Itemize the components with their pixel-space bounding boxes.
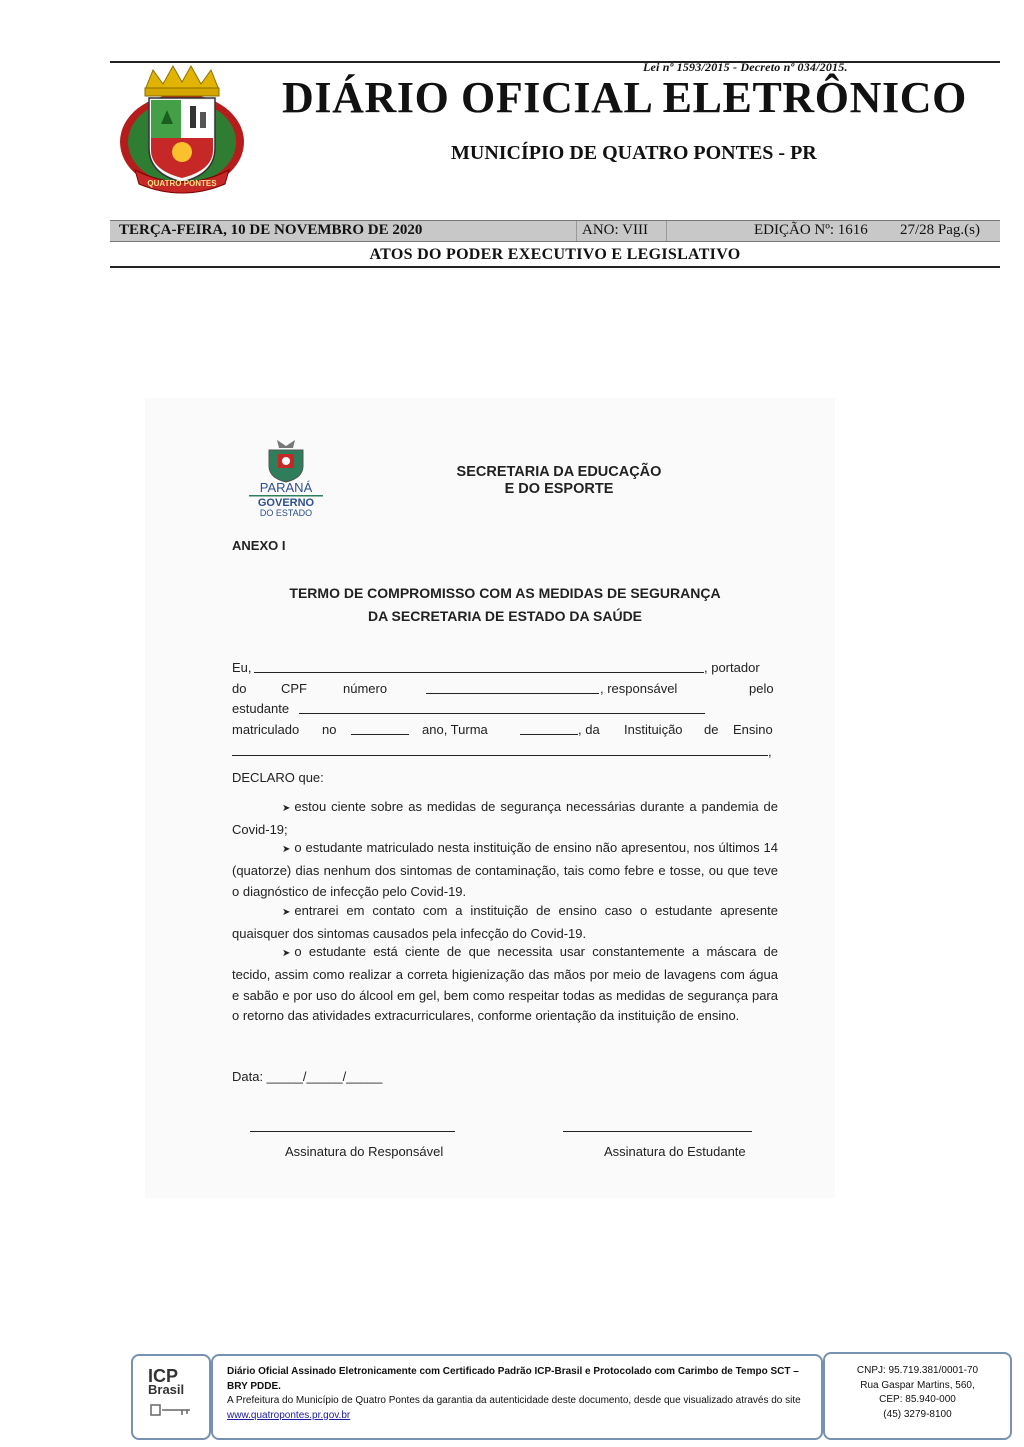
declaration-text: entrarei em contato com a instituição de ensino caso o estudante apresente quaisquer dos sintomas causados pela infecção do Covid-19. [232,903,778,941]
contact-cnpj: CNPJ: 95.719.381/0001-70 [856,1365,979,1376]
form-text: , da [578,722,600,737]
signature-line-responsavel [250,1131,455,1132]
secretaria-line: SECRETARIA DA EDUCAÇÃO [456,464,662,480]
contact-cep: CEP: 85.940-000 [879,1394,956,1405]
signature-line-estudante [563,1131,752,1132]
parana-logo-line: PARANÁ [259,480,313,495]
student-blank [299,713,705,714]
edition-info-bar [110,220,1000,242]
form-text: , portador [704,660,760,675]
annex-label: ANEXO I [232,538,286,553]
institution-blank [232,755,768,756]
arrow-bullet-icon: ➤ [282,907,291,918]
publication-date: TERÇA-FEIRA, 10 DE NOVEMBRO DE 2020 [119,222,423,238]
grade-blank [351,734,409,735]
parana-logo-line: GOVERNO [257,497,315,509]
declaration-text: o estudante está ciente de que necessita usar constantemente a máscara de tecido, assim como realizar a correta higienização das mãos por meio de lavagens com água e sabão e por uso do álcool em gel, bem como respeitar todas as medidas de segurança para o retorno das atividades extracurriculares, conforme orientação da instituição de ensino. [232,944,778,1024]
arrow-bullet-icon: ➤ [282,803,291,814]
arrow-bullet-icon: ➤ [282,844,291,855]
icp-logo-line: ICP [148,1366,179,1386]
info-divider [666,221,667,241]
site-link[interactable]: www.quatropontes.pr.gov.br [227,1409,351,1421]
cpf-blank [426,693,599,694]
law-reference: Lei nº 1593/2015 - Decreto nº 034/2015. [643,60,848,74]
section-rule [110,266,1000,268]
declaration-text: estou ciente sobre as medidas de segurança necessárias durante a pandemia de Covid-19; [232,799,778,837]
section-title: ATOS DO PODER EXECUTIVO E LEGISLATIVO [369,246,741,263]
declaration-item [232,901,778,945]
form-text: , [768,744,772,759]
form-text: matriculado [232,722,300,737]
certificate-title: Diário Oficial Assinado Eletronicamente com Certificado Padrão ICP-Brasil e Protocolado com Carimbo de Tempo SCT – BRY PDDE. [227,1366,799,1392]
quatro-pontes-coat-of-arms-icon [115,62,250,197]
publication-year: ANO: VIII [582,222,648,238]
key-icon [150,1402,194,1418]
term-title-line: DA SECRETARIA DE ESTADO DA SAÚDE [367,608,643,624]
form-text: estudante [232,701,290,716]
declaration-text: o estudante matriculado nesta instituição de ensino não apresentou, nos últimos 14 (quatorze) dias nenhum dos sintomas de contaminação, tais como febre e tosse, ou que teve o diagnóstico de infecção pelo Covid-19. [232,840,778,899]
contact-info [823,1364,1012,1422]
secretaria-heading [400,464,718,498]
form-text: número [343,681,388,696]
contact-phone: (45) 3279-8100 [883,1408,952,1420]
declaration-item [232,797,778,841]
form-text: pelo [749,681,774,696]
secretaria-line: E DO ESPORTE [504,481,614,497]
certificate-note: A Prefeitura do Município de Quatro Pontes da garantia da autenticidade deste documento, desde que visualizado através do site [227,1395,801,1406]
class-blank [520,734,578,735]
date-field: Data: _____/_____/_____ [232,1069,383,1084]
form-text: CPF [281,681,307,696]
contact-address: Rua Gaspar Martins, 560, [860,1379,975,1391]
signature-label-responsavel: Assinatura do Responsável [285,1144,444,1159]
form-text: Eu, [232,660,252,675]
edition-number: EDIÇÃO Nº: 1616 [754,222,868,238]
term-title [232,582,778,628]
crest-ribbon-text: QUATRO PONTES [147,179,217,188]
declaro-heading: DECLARO que: [232,770,324,785]
signature-label-estudante: Assinatura do Estudante [604,1144,746,1159]
form-text: Instituição [624,722,683,737]
parana-logo-line: DO ESTADO [259,508,313,518]
page-count: 27/28 Pag.(s) [900,222,980,238]
form-text: do [232,681,247,696]
parana-government-logo-icon [245,436,327,518]
form-text: , responsável [600,681,678,696]
newspaper-title: DIÁRIO OFICIAL ELETRÔNICO [282,73,967,122]
municipality-name: MUNICÍPIO DE QUATRO PONTES - PR [451,142,817,164]
icp-brasil-logo [148,1366,185,1397]
arrow-bullet-icon: ➤ [282,948,291,959]
declaration-item [232,942,778,1027]
form-text: ano, Turma [422,722,488,737]
form-text: no [322,722,337,737]
declaration-item [232,838,778,902]
term-title-line: TERMO DE COMPROMISSO COM AS MEDIDAS DE SEGURANÇA [289,585,721,601]
form-text: de [704,722,719,737]
info-divider [576,221,577,241]
name-blank [254,672,704,673]
form-text: Ensino [733,722,773,737]
icp-logo-line: Brasil [148,1382,185,1397]
certificate-text [227,1365,807,1423]
